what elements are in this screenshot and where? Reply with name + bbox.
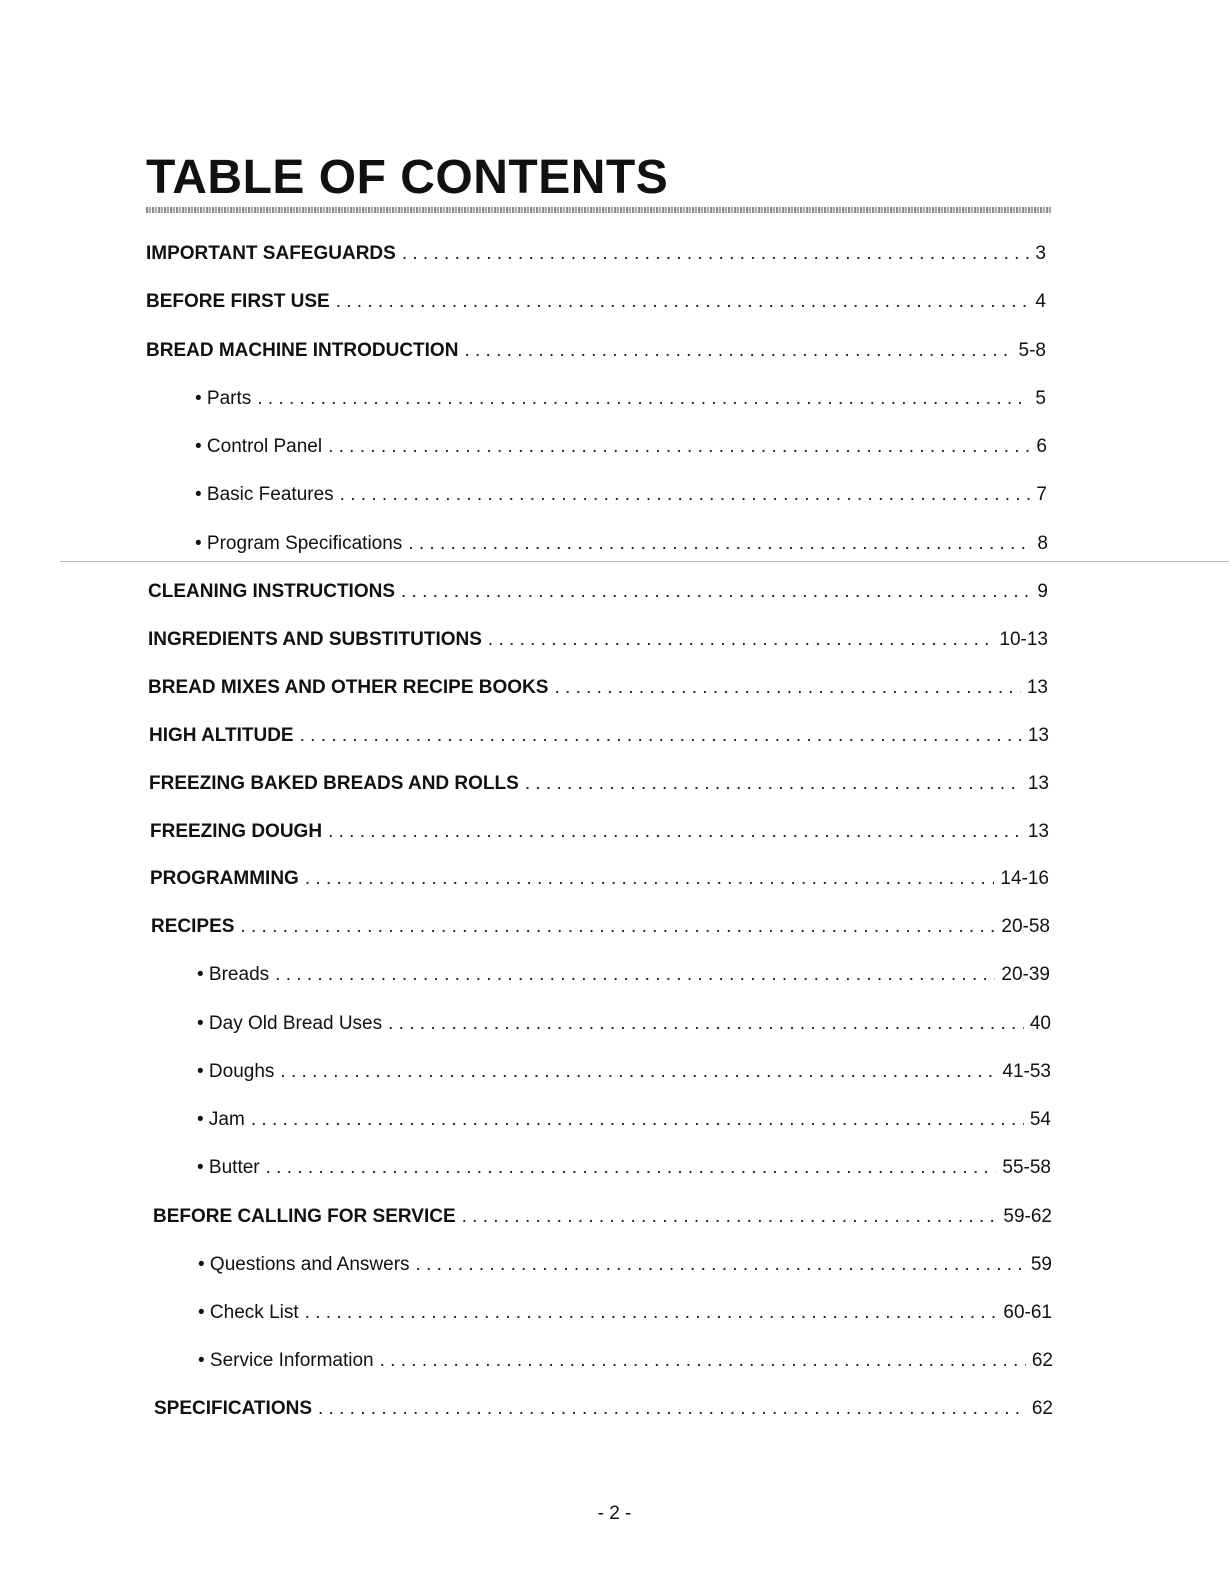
dot-leader: [300, 724, 1022, 748]
dot-leader: [388, 1012, 1024, 1036]
toc-entry-page: 10-13: [999, 629, 1048, 650]
toc-entry-page: 5-8: [1018, 340, 1046, 361]
toc-entry-label: • Basic Features: [195, 484, 334, 505]
toc-section-entry[interactable]: [153, 1205, 1052, 1229]
toc-entry-page: 62: [1031, 1398, 1053, 1419]
page-title: TABLE OF CONTENTS: [146, 151, 669, 204]
toc-subsection-entry[interactable]: [195, 483, 1047, 507]
toc-entry-page: 60-61: [1003, 1302, 1052, 1323]
toc-subsection-entry[interactable]: [197, 963, 1050, 987]
toc-entry-label: CLEANING INSTRUCTIONS: [148, 581, 395, 602]
toc-entry-label: INGREDIENTS AND SUBSTITUTIONS: [148, 629, 482, 650]
toc-entry-page: 13: [1027, 821, 1049, 842]
scan-artifact-line: [60, 561, 1229, 562]
toc-entry-label: • Control Panel: [195, 436, 323, 457]
toc-entry-label: HIGH ALTITUDE: [149, 725, 294, 746]
dot-leader: [380, 1349, 1026, 1373]
toc-entry-label: SPECIFICATIONS: [154, 1398, 312, 1419]
toc-section-entry[interactable]: [146, 242, 1046, 266]
toc-entry-label: FREEZING BAKED BREADS AND ROLLS: [149, 773, 519, 794]
toc-subsection-entry[interactable]: [198, 1301, 1052, 1325]
toc-entry-label: BEFORE CALLING FOR SERVICE: [153, 1206, 456, 1227]
toc-entry-page: 8: [1037, 533, 1048, 554]
toc-entry-label: • Breads: [197, 964, 270, 985]
toc-entry-page: 13: [1026, 677, 1048, 698]
toc-entry-page: 41-53: [1002, 1061, 1051, 1082]
toc-subsection-entry[interactable]: [197, 1108, 1051, 1132]
dot-leader: [340, 483, 1031, 507]
dot-leader: [318, 1397, 1026, 1421]
toc-subsection-entry[interactable]: [198, 1253, 1052, 1277]
toc-entry-page: 54: [1029, 1109, 1051, 1130]
toc-entry-label: • Questions and Answers: [198, 1254, 410, 1275]
toc-section-entry[interactable]: [151, 915, 1050, 939]
dot-leader: [416, 1253, 1025, 1277]
toc-subsection-entry[interactable]: [195, 532, 1048, 556]
toc-entry-label: • Butter: [197, 1157, 260, 1178]
toc-entry-page: 55-58: [1002, 1157, 1051, 1178]
title-underline: [146, 207, 1051, 213]
toc-entry-label: • Doughs: [197, 1061, 275, 1082]
toc-entry-label: BREAD MIXES AND OTHER RECIPE BOOKS: [148, 677, 549, 698]
toc-section-entry[interactable]: [148, 676, 1048, 700]
toc-entry-label: • Program Specifications: [195, 533, 403, 554]
toc-entry-label: • Jam: [197, 1109, 245, 1130]
toc-section-entry[interactable]: [148, 628, 1048, 652]
toc-section-entry[interactable]: [150, 867, 1049, 891]
dot-leader: [280, 1060, 996, 1084]
toc-entry-page: 59-62: [1003, 1206, 1052, 1227]
toc-subsection-entry[interactable]: [195, 387, 1046, 411]
toc-entry-label: FREEZING DOUGH: [150, 821, 323, 842]
dot-leader: [336, 290, 1030, 314]
dot-leader: [464, 339, 1012, 363]
toc-section-entry[interactable]: [148, 580, 1048, 604]
page-number: - 2 -: [597, 1503, 632, 1524]
dot-leader: [462, 1205, 998, 1229]
toc-entry-page: 20-58: [1001, 916, 1050, 937]
toc-entry-page: 13: [1027, 773, 1049, 794]
dot-leader: [328, 820, 1022, 844]
dot-leader: [275, 963, 995, 987]
toc-entry-label: IMPORTANT SAFEGUARDS: [146, 243, 396, 264]
toc-entry-page: 13: [1027, 725, 1049, 746]
dot-leader: [488, 628, 993, 652]
dot-leader: [257, 387, 1029, 411]
toc-entry-label: RECIPES: [151, 916, 235, 937]
toc-entry-page: 7: [1036, 484, 1047, 505]
toc-entry-page: 20-39: [1001, 964, 1050, 985]
toc-entry-page: 59: [1030, 1254, 1052, 1275]
toc-entry-label: PROGRAMMING: [150, 868, 299, 889]
toc-entry-label: BEFORE FIRST USE: [146, 291, 330, 312]
toc-entry-label: • Check List: [198, 1302, 299, 1323]
toc-entry-label: • Service Information: [198, 1350, 374, 1371]
toc-entry-page: 14-16: [1000, 868, 1049, 889]
dot-leader: [408, 532, 1031, 556]
toc-subsection-entry[interactable]: [197, 1060, 1051, 1084]
toc-entry-page: 3: [1035, 243, 1046, 264]
toc-entry-page: 5: [1035, 388, 1046, 409]
toc-entry-page: 4: [1035, 291, 1046, 312]
toc-subsection-entry[interactable]: [197, 1156, 1051, 1180]
toc-section-entry[interactable]: [149, 724, 1049, 748]
dot-leader: [305, 867, 995, 891]
dot-leader: [328, 435, 1030, 459]
dot-leader: [525, 772, 1022, 796]
toc-section-entry[interactable]: [146, 290, 1046, 314]
toc-section-entry[interactable]: [146, 339, 1046, 363]
toc-subsection-entry[interactable]: [195, 435, 1047, 459]
toc-section-entry[interactable]: [154, 1397, 1053, 1421]
toc-section-entry[interactable]: [149, 772, 1049, 796]
toc-entry-label: BREAD MACHINE INTRODUCTION: [146, 340, 459, 361]
dot-leader: [401, 580, 1031, 604]
toc-entry-page: 9: [1037, 581, 1048, 602]
dot-leader: [266, 1156, 997, 1180]
toc-entry-page: 40: [1029, 1013, 1051, 1034]
dot-leader: [554, 676, 1020, 700]
dot-leader: [240, 915, 995, 939]
toc-subsection-entry[interactable]: [197, 1012, 1051, 1036]
toc-entry-label: • Day Old Bread Uses: [197, 1013, 383, 1034]
toc-entry-page: 62: [1031, 1350, 1053, 1371]
toc-subsection-entry[interactable]: [198, 1349, 1053, 1373]
toc-section-entry[interactable]: [150, 820, 1049, 844]
dot-leader: [402, 242, 1030, 266]
toc-entry-page: 6: [1036, 436, 1047, 457]
dot-leader: [305, 1301, 998, 1325]
dot-leader: [251, 1108, 1024, 1132]
toc-entry-label: • Parts: [195, 388, 252, 409]
